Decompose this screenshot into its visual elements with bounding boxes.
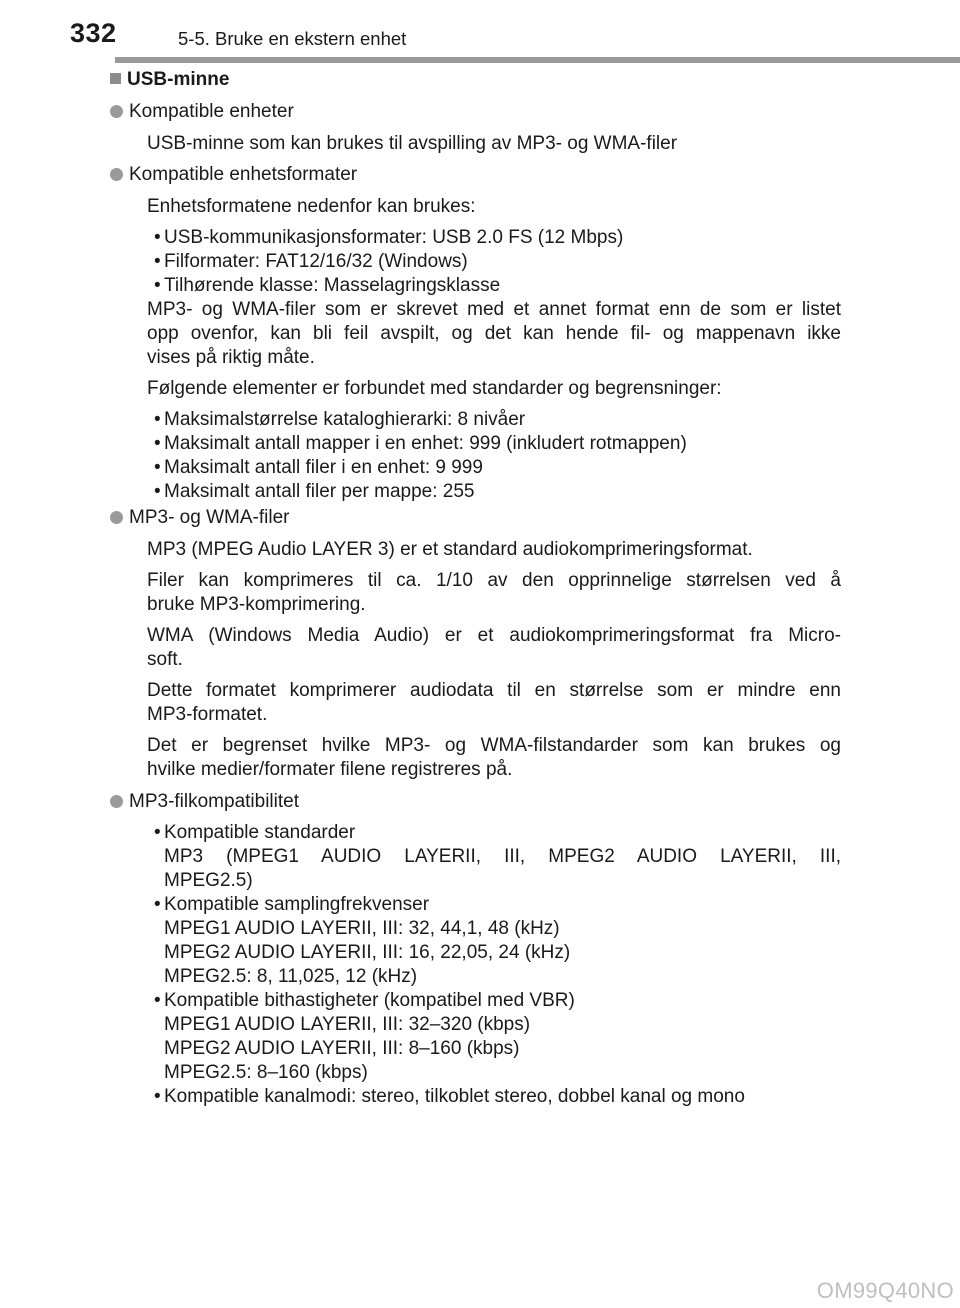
- list-item: [154, 456, 161, 480]
- list-item-detail: MPEG2 AUDIO LAYERII, III: 8–160 (kbps): [164, 1038, 520, 1059]
- list-item-detail: MPEG1 AUDIO LAYERII, III: 32, 44,1, 48 (kHz): [164, 918, 560, 939]
- paragraph-line: opp ovenfor, kan bli feil avspilt, og det kan hende fil- og mappenavn ikke: [147, 323, 841, 344]
- paragraph-line: Dette formatet komprimerer audiodata til en størrelse som er mindre enn: [147, 680, 841, 701]
- paragraph-line: Det er begrenset hvilke MP3- og WMA-filstandarder som kan brukes og: [147, 735, 841, 756]
- subheading-label: MP3- og WMA-filer: [129, 507, 290, 528]
- subheading-compatible-devices: [110, 100, 294, 124]
- paragraph-line: WMA (Windows Media Audio) er et audiokomprimeringsformat fra Micro-: [147, 625, 841, 646]
- list-item: [154, 989, 161, 1013]
- chapter-title: 5-5. Bruke en ekstern enhet: [178, 28, 407, 49]
- bullet: •: [154, 275, 161, 296]
- bullet: •: [154, 990, 161, 1011]
- bullet: •: [154, 894, 161, 915]
- footer-watermark: OM99Q40NO: [816, 1278, 954, 1303]
- circle-bullet-icon: [110, 105, 123, 118]
- paragraph: USB-minne som kan brukes til avspilling av MP3- og WMA-filer: [147, 133, 678, 154]
- list-item-text: Maksimalt antall filer i en enhet: 9 999: [164, 457, 483, 478]
- paragraph-line: MP3- og WMA-filer som er skrevet med et annet format enn de som er listet: [147, 299, 841, 320]
- list-item: [154, 408, 161, 432]
- list-item-text: Maksimalstørrelse kataloghierarki: 8 nivåer: [164, 409, 526, 430]
- subheading-label: Kompatible enheter: [129, 101, 294, 122]
- list-item-detail: MP3 (MPEG1 AUDIO LAYERII, III, MPEG2 AUDIO LAYERII, III,: [164, 846, 841, 867]
- list-item-text: Kompatible kanalmodi: stereo, tilkoblet stereo, dobbel kanal og mono: [164, 1086, 745, 1107]
- list-item-detail: MPEG2.5: 8, 11,025, 12 (kHz): [164, 966, 418, 987]
- list-item: [154, 480, 161, 504]
- bullet: •: [154, 481, 161, 502]
- list-item-detail: MPEG2.5: 8–160 (kbps): [164, 1062, 368, 1083]
- section-title: USB-minne: [127, 69, 230, 90]
- paragraph: Enhetsformatene nedenfor kan brukes:: [147, 196, 476, 217]
- list-item-detail: MPEG2.5): [164, 870, 253, 891]
- bullet: •: [154, 227, 161, 248]
- list-item-text: USB-kommunikasjonsformater: USB 2.0 FS (12 Mbps): [164, 227, 624, 248]
- list-item-text: Filformater: FAT12/16/32 (Windows): [164, 251, 468, 272]
- circle-bullet-icon: [110, 168, 123, 181]
- list-item-text: Maksimalt antall filer per mappe: 255: [164, 481, 475, 502]
- circle-bullet-icon: [110, 795, 123, 808]
- list-item-text: Maksimalt antall mapper i en enhet: 999 (inkludert rotmappen): [164, 433, 687, 454]
- list-item: [154, 893, 161, 917]
- list-item: [154, 274, 161, 298]
- paragraph: Følgende elementer er forbundet med standarder og begrensninger:: [147, 378, 722, 399]
- paragraph-line: hvilke medier/formater filene registreres på.: [147, 759, 513, 780]
- bullet: •: [154, 251, 161, 272]
- list-item-detail: MPEG1 AUDIO LAYERII, III: 32–320 (kbps): [164, 1014, 531, 1035]
- list-item: [154, 1085, 161, 1109]
- bullet: •: [154, 409, 161, 430]
- page-number: 332: [70, 18, 117, 48]
- list-item: [154, 432, 161, 456]
- bullet: •: [154, 1086, 161, 1107]
- paragraph-line: MP3-formatet.: [147, 704, 268, 725]
- subheading-formats: [110, 163, 357, 187]
- list-item: [154, 821, 161, 845]
- list-item: [154, 250, 161, 274]
- subheading-mp3-wma: [110, 506, 289, 530]
- list-item: [154, 226, 161, 250]
- list-item-detail: MPEG2 AUDIO LAYERII, III: 16, 22,05, 24 (kHz): [164, 942, 571, 963]
- paragraph: MP3 (MPEG Audio LAYER 3) er et standard audiokomprimeringsformat.: [147, 539, 753, 560]
- bullet: •: [154, 433, 161, 454]
- bullet: •: [154, 822, 161, 843]
- paragraph-line: vises på riktig måte.: [147, 347, 315, 368]
- paragraph-line: Filer kan komprimeres til ca. 1/10 av den opprinnelige størrelsen ved å: [147, 570, 841, 591]
- list-item-text: Tilhørende klasse: Masselagringsklasse: [164, 275, 501, 296]
- header-rule: [115, 57, 960, 63]
- subheading-label: MP3-filkompatibilitet: [129, 791, 299, 812]
- list-item-text: Kompatible standarder: [164, 822, 356, 843]
- paragraph-line: soft.: [147, 649, 183, 670]
- list-item-text: Kompatible bithastigheter (kompatibel med VBR): [164, 990, 575, 1011]
- bullet: •: [154, 457, 161, 478]
- section-heading: [110, 69, 229, 91]
- subheading-label: Kompatible enhetsformater: [129, 164, 358, 185]
- paragraph-line: bruke MP3-komprimering.: [147, 594, 366, 615]
- page-header: [0, 0, 960, 60]
- circle-bullet-icon: [110, 511, 123, 524]
- square-bullet-icon: [110, 73, 121, 84]
- list-item-text: Kompatible samplingfrekvenser: [164, 894, 430, 915]
- subheading-mp3-compat: [110, 790, 299, 814]
